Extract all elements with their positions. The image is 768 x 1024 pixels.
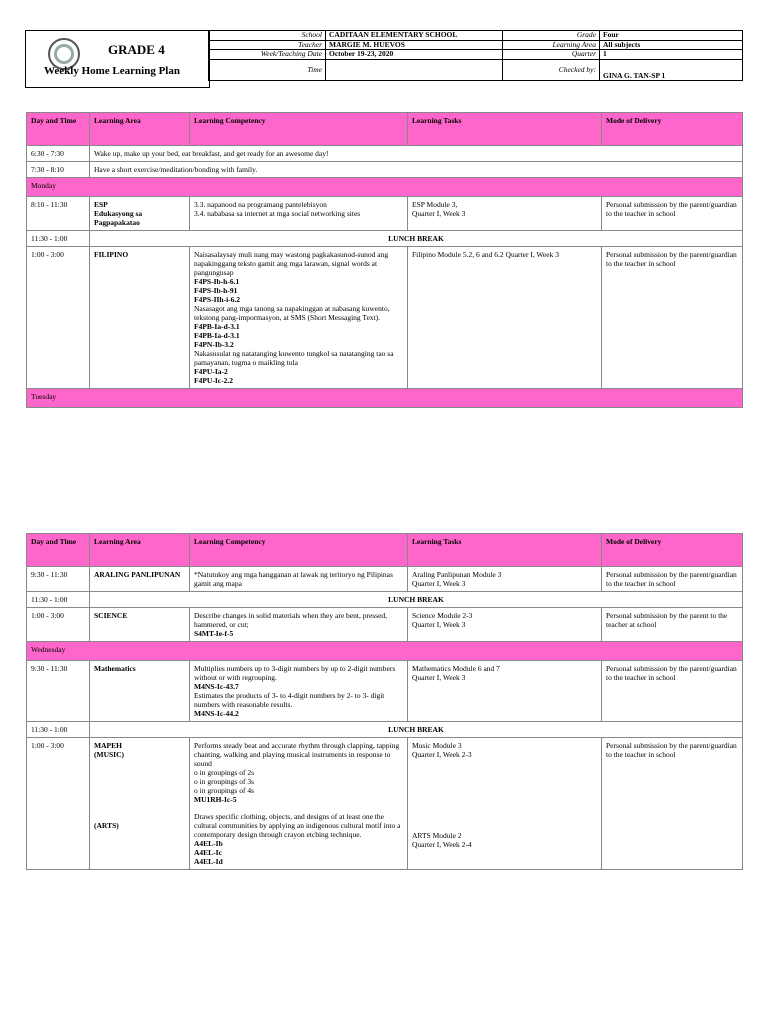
col-mode-of-delivery: Mode of Delivery (602, 534, 743, 567)
row-area: Mathematics (90, 661, 190, 722)
lunch-row (27, 592, 743, 608)
competency-code: M4NS-Ic-43.7 (194, 682, 239, 691)
day-label: Monday (27, 178, 743, 197)
header-title-box (25, 30, 210, 88)
table-row (27, 197, 743, 231)
school-value: CADITAAN ELEMENTARY SCHOOL (326, 31, 503, 41)
week-label: Week/Teaching Date (209, 50, 326, 60)
row-mode: Personal submission by the parent/guardian to the teacher in school (602, 567, 743, 592)
row-time: 11:30 - 1:00 (27, 722, 90, 738)
row-time: 9:30 - 11:30 (27, 661, 90, 722)
day-label: Tuesday (27, 389, 743, 408)
table-row (27, 162, 743, 178)
row-time: 11:30 - 1:00 (27, 592, 90, 608)
table-row (27, 247, 743, 389)
row-time: 8:10 - 11:30 (27, 197, 90, 231)
lunch-label: LUNCH BREAK (90, 722, 743, 738)
row-competency (190, 738, 408, 870)
plan-subtitle: Weekly Home Learning Plan (44, 65, 180, 77)
row-area: ARALING PANLIPUNAN (90, 567, 190, 592)
time-value (326, 59, 503, 80)
row-time: 7:30 - 8:10 (27, 162, 90, 178)
competency-code: F4PN-Ib-3.2 (194, 340, 234, 349)
col-mode-of-delivery: Mode of Delivery (602, 113, 743, 146)
task-line: Quarter I, Week 3 (412, 209, 466, 218)
grade-title: GRADE 4 (108, 42, 165, 57)
row-time: 1:00 - 3:00 (27, 247, 90, 389)
table-row (27, 738, 743, 870)
teacher-label: Teacher (209, 40, 326, 50)
row-area: SCIENCE (90, 608, 190, 642)
table-header-row (27, 534, 743, 567)
area-subname: (ARTS) (94, 821, 119, 830)
task-line: Science Module 2-3 (412, 611, 473, 620)
day-label: Wednesday (27, 642, 743, 661)
lunch-row (27, 722, 743, 738)
row-time: 11:30 - 1:00 (27, 231, 90, 247)
competency-line: Estimates the products of 3- to 4-digit numbers by 2- to 3- digit numbers with reasonable results. (194, 691, 385, 709)
competency-code: F4PU-Ia-2 (194, 367, 228, 376)
row-area (90, 197, 190, 231)
row-tasks (408, 738, 602, 870)
grade-value: Four (600, 31, 743, 41)
row-activity: Have a short exercise/meditation/bonding with family. (90, 162, 743, 178)
task-line: Quarter I, Week 3 (412, 620, 466, 629)
school-label: School (209, 31, 326, 41)
row-mode: Personal submission by the parent to the teacher at school (602, 608, 743, 642)
competency-line: Nakasusulat ng natatanging kuwento tungkol sa natatanging tao sa pamayanan, tugma o maikling tula (194, 349, 394, 367)
task-line: Music Module 3 (412, 741, 462, 750)
col-learning-tasks: Learning Tasks (408, 534, 602, 567)
day-row-wednesday (27, 642, 743, 661)
plan-table-1 (26, 112, 743, 408)
competency-line: Draws specific clothing, objects, and designs of at least one the cultural communities by applying an indigenous cultural motif into a contemporary design through crayon etching technique. (194, 812, 401, 839)
checked-label: Checked by: (503, 59, 600, 80)
competency-line: o in groupings of 2s (194, 768, 254, 777)
row-tasks (408, 197, 602, 231)
time-label: Time (209, 59, 326, 80)
col-learning-tasks: Learning Tasks (408, 113, 602, 146)
competency-code: S4MT-Ie-f-5 (194, 629, 234, 638)
area-subname: Edukasyong sa Pagpapakatao (94, 209, 143, 227)
plan-table-2 (26, 533, 743, 870)
lunch-label: LUNCH BREAK (90, 231, 743, 247)
competency-code: MU1RH-Ic-5 (194, 795, 237, 804)
lunch-label: LUNCH BREAK (90, 592, 743, 608)
competency-code: F4PS-Ib-h-91 (194, 286, 238, 295)
competency-code: F4PB-Ia-d-3.1 (194, 322, 240, 331)
row-tasks (408, 567, 602, 592)
row-mode: Personal submission by the parent/guardian to the teacher in school (602, 247, 743, 389)
task-line: Araling Panlipunan Module 3 (412, 570, 502, 579)
row-tasks (408, 661, 602, 722)
row-competency (190, 197, 408, 231)
quarter-value: 1 (600, 50, 743, 60)
info-table (208, 30, 743, 81)
area-value: All subjects (600, 40, 743, 50)
grade-label: Grade (503, 31, 600, 41)
task-line: Quarter I, Week 2-4 (412, 840, 472, 849)
table-row (27, 567, 743, 592)
checked-value: GINA G. TAN-SP 1 (600, 59, 743, 80)
day-row-monday (27, 178, 743, 197)
quarter-label: Quarter (503, 50, 600, 60)
task-line: Quarter I, Week 3 (412, 673, 466, 682)
row-time: 1:00 - 3:00 (27, 738, 90, 870)
col-learning-competency: Learning Competency (190, 113, 408, 146)
col-learning-area: Learning Area (90, 113, 190, 146)
competency-line: o in groupings of 4s (194, 786, 254, 795)
col-learning-area: Learning Area (90, 534, 190, 567)
competency-line: Describe changes in solid materials when they are bent, pressed, hammered, or cut; (194, 611, 388, 629)
competency-line: 3.3. napanood na programang pantelebisyon (194, 200, 327, 209)
area-name: ESP (94, 200, 108, 209)
row-time: 1:00 - 3:00 (27, 608, 90, 642)
competency-code: F4PS-Ib-h-6.1 (194, 277, 240, 286)
row-time: 9:30 - 11:30 (27, 567, 90, 592)
area-subname: (MUSIC) (94, 750, 124, 759)
competency-line: Performs steady beat and accurate rhythm through clapping, tapping chanting, walking and playing musical instruments in response to sound (194, 741, 400, 768)
table-row (27, 146, 743, 162)
competency-code: A4EL-Id (194, 857, 223, 866)
task-line: Quarter I, Week 3 (412, 579, 466, 588)
task-line: Mathematics Module 6 and 7 (412, 664, 500, 673)
col-learning-competency: Learning Competency (190, 534, 408, 567)
row-mode: Personal submission by the parent/guardian to the teacher in school (602, 738, 743, 870)
row-competency (190, 608, 408, 642)
row-time: 6:30 - 7:30 (27, 146, 90, 162)
teacher-value: MARGIE M. HUEVOS (326, 40, 503, 50)
col-day-time: Day and Time (27, 534, 90, 567)
row-competency (190, 661, 408, 722)
competency-line: o in groupings of 3s (194, 777, 254, 786)
task-line: ESP Module 3, (412, 200, 458, 209)
competency-code: A4EL-Ic (194, 848, 222, 857)
row-mode: Personal submission by the parent/guardian to the teacher in school (602, 661, 743, 722)
task-line: ARTS Module 2 (412, 831, 462, 840)
row-activity: Wake up, make up your bed, eat breakfast, and get ready for an awesome day! (90, 146, 743, 162)
plan-header (25, 30, 743, 88)
area-label: Learning Area (503, 40, 600, 50)
col-day-time: Day and Time (27, 113, 90, 146)
competency-code: F4PU-Ic-2.2 (194, 376, 233, 385)
competency-code: A4EL-Ib (194, 839, 223, 848)
competency-code: F4PB-Ia-d-3.1 (194, 331, 240, 340)
day-row-tuesday (27, 389, 743, 408)
competency-line: Nasasagot ang mga tanong sa napakinggan at nabasang kuwento, tekstong pang-impormasyon, at SMS (Short Messaging Text). (194, 304, 390, 322)
lunch-row (27, 231, 743, 247)
competency-line: 3.4. nababasa sa internet at mga social networking sites (194, 209, 361, 218)
competency-line: Naisasalaysay muli nang may wastong pagkakasunod-sunod ang napakinggang teksto gamit ang mga larawan, signal words at pangungusap (194, 250, 389, 277)
row-competency (190, 247, 408, 389)
task-line: Quarter I, Week 2-3 (412, 750, 472, 759)
row-competency: *Natutukoy ang mga hangganan at lawak ng teritoryo ng Pilipinas gamit ang mapa (190, 567, 408, 592)
row-mode: Personal submission by the parent/guardian to the teacher in school (602, 197, 743, 231)
competency-code: M4NS-Ic-44.2 (194, 709, 239, 718)
competency-code: F4PS-IIh-i-6.2 (194, 295, 241, 304)
competency-line: Multiplies numbers up to 3-digit numbers by up to 2-digit numbers without or with regrouping. (194, 664, 396, 682)
row-tasks: Filipino Module 5.2, 6 and 6.2 Quarter I, Week 3 (408, 247, 602, 389)
table-row (27, 608, 743, 642)
table-header-row (27, 113, 743, 146)
table-row (27, 661, 743, 722)
area-name: MAPEH (94, 741, 122, 750)
row-area (90, 738, 190, 870)
row-tasks (408, 608, 602, 642)
row-area: FILIPINO (90, 247, 190, 389)
week-value: October 19-23, 2020 (326, 50, 503, 60)
